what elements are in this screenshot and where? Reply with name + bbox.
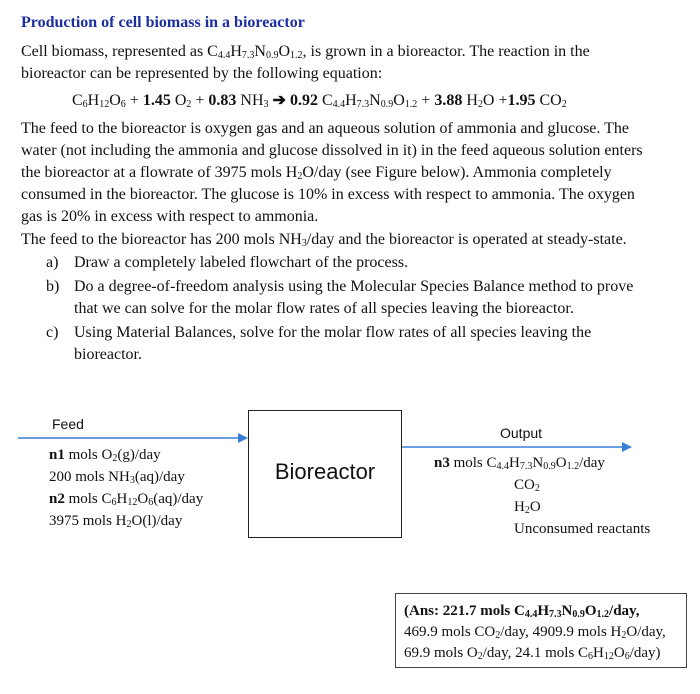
feed-stream-oxygen: n1 mols $O_2(g)$/day xyxy=(49,447,161,464)
output-stream-water: $H_2O$ xyxy=(514,499,541,516)
answer-line-1: (Ans: 221.7 mols $C_{4.4}H_{7.3}N_{0.9}O_{1.2}$/day, xyxy=(404,603,640,620)
paragraph-3: The feed to the bioreactor has 200 mols $NH_3$/day and the bioreactor is operated at steady-state. xyxy=(21,231,627,249)
bioreactor-box xyxy=(248,410,402,538)
output-label: Output xyxy=(500,425,543,441)
paragraph-2-line-4: consumed in the bioreactor. The glucose is 10% in excess with respect to ammonia. The oxygen xyxy=(21,186,635,203)
paragraph-2-line-3: the bioreactor at a flowrate of 3975 mols $H_2O$/day (see Figure below). Ammonia completely xyxy=(21,164,612,182)
feed-stream-ammonia: 200 mols $NH_3(aq)$/day xyxy=(49,469,185,486)
arrow-icon: ➔ xyxy=(272,92,286,109)
intro-line-1: Cell biomass, represented as $C_{4.4}H_{7.3}N_{0.9}O_{1.2}$, is grown in a bioreactor. The reaction in the xyxy=(21,43,590,61)
paragraph-2-line-5: gas is 20% in excess with respect to ammonia. xyxy=(21,208,319,225)
reaction-equation: $C_6H_{12}O_6 + 1.45$ $O_2 + 0.83$ $NH_3$ ➔ 0.92 $C_{4.4}H_{7.3}N_{0.9}O_{1.2} + 3.88$ $H_2O +1.95$ $CO_2$ xyxy=(72,92,567,110)
output-stream-co2: $CO_2$ xyxy=(514,477,540,494)
paragraph-2-line-1: The feed to the bioreactor is oxygen gas and an aqueous solution of ammonia and glucose. The xyxy=(21,120,629,137)
intro-line-2: bioreactor can be represented by the following equation: xyxy=(21,65,383,82)
task-a-text: Draw a completely labeled flowchart of the process. xyxy=(74,254,409,271)
answer-box xyxy=(395,593,687,668)
feed-stream-water: 3975 mols $H_2O(l)$/day xyxy=(49,513,183,530)
bioreactor-label: Bioreactor xyxy=(274,459,376,484)
feed-arrow xyxy=(18,433,248,443)
feed-label: Feed xyxy=(52,416,84,432)
task-c-text-1: Using Material Balances, solve for the molar flow rates of all species leaving the xyxy=(74,324,592,341)
page-title: Production of cell biomass in a bioreactor xyxy=(21,14,305,31)
task-b-text-2: that we can solve for the molar flow rates of all species leaving the bioreactor. xyxy=(74,300,574,317)
output-arrow xyxy=(402,442,632,452)
task-c-text-2: bioreactor. xyxy=(74,346,142,363)
answer-line-2: 469.9 mols $CO_2$/day, 4909.9 mols $H_2O$/day, xyxy=(404,624,666,641)
task-a-label: a) xyxy=(46,254,59,271)
output-stream-unconsumed: Unconsumed reactants xyxy=(514,521,651,537)
answer-line-3: 69.9 mols $O_2$/day, 24.1 mols $C_6H_{12}O_6/day$) xyxy=(404,645,661,662)
task-b-text-1: Do a degree-of-freedom analysis using the Molecular Species Balance method to prove xyxy=(74,278,634,295)
task-c-label: c) xyxy=(46,324,59,341)
paragraph-2-line-2: water (not including the ammonia and glucose dissolved in it) in the feed aqueous solution enters xyxy=(21,142,643,159)
feed-stream-glucose: n2 mols $C_6H_{12}O_6(aq)$/day xyxy=(49,491,204,508)
task-b-label: b) xyxy=(46,278,60,295)
output-stream-biomass: n3 mols $C_{4.4}H_{7.3}N_{0.9}O_{1.2}$/day xyxy=(434,455,605,472)
